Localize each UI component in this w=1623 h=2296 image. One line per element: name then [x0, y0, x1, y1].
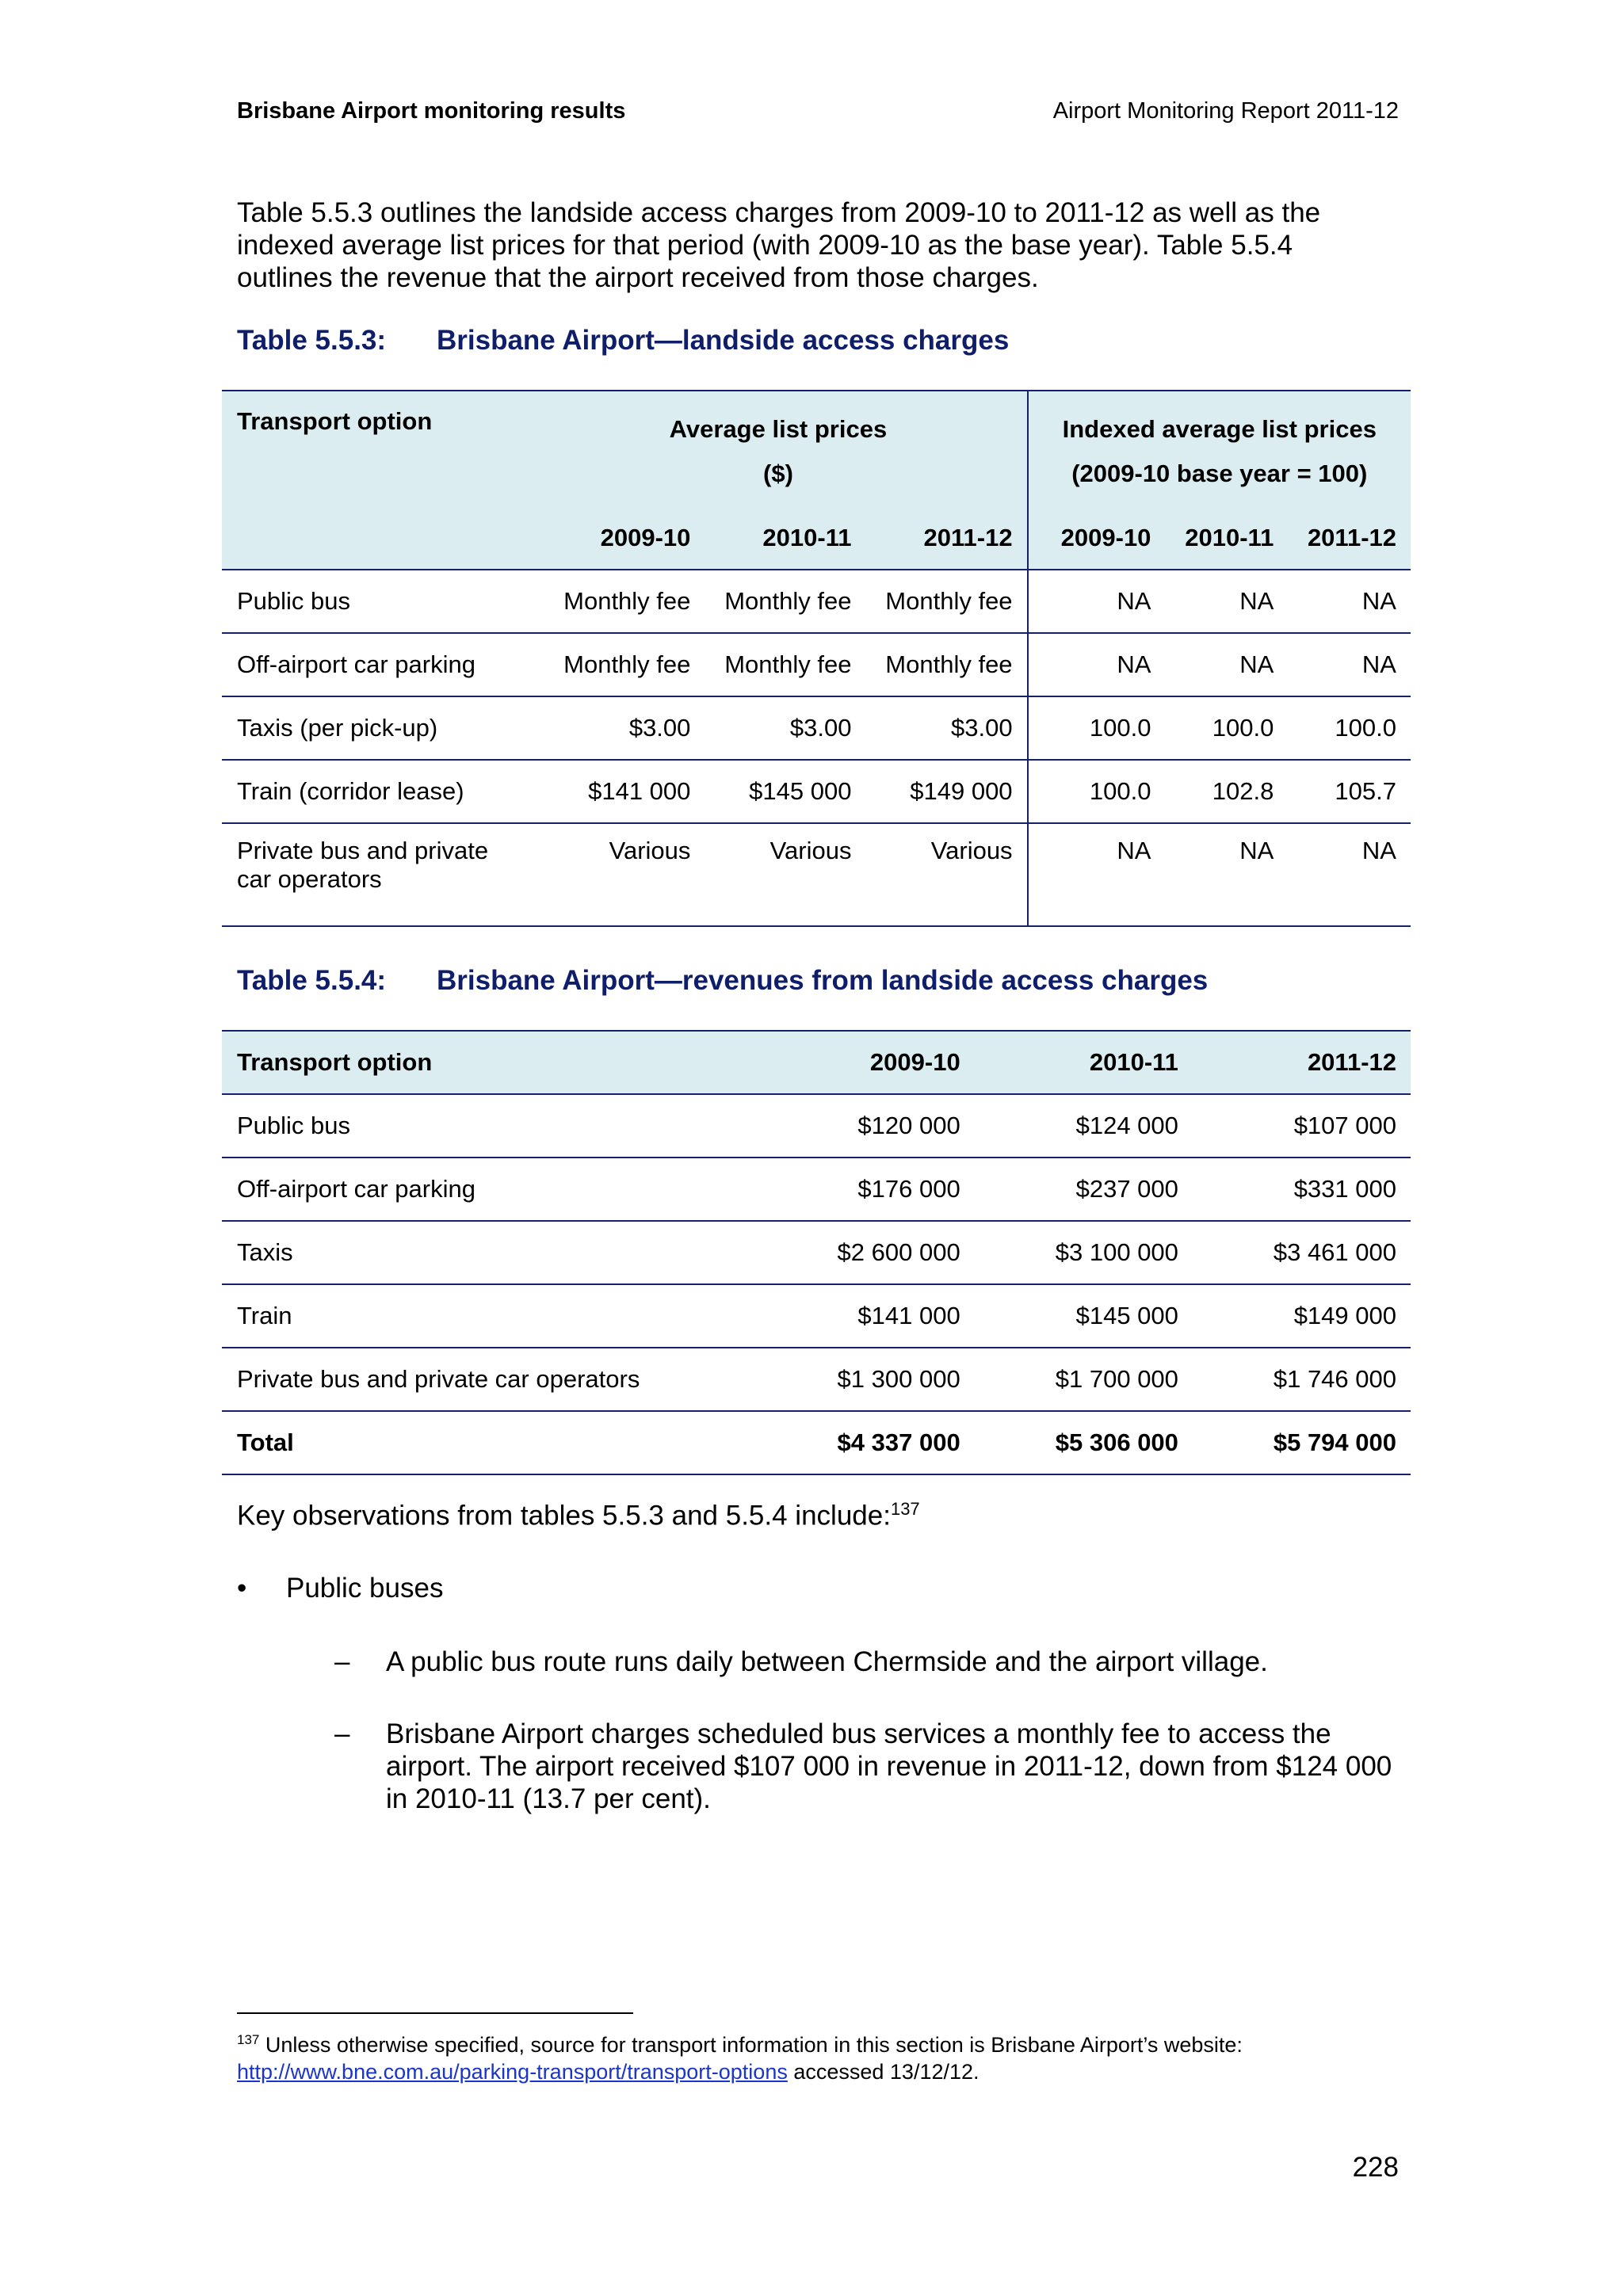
table-row [222, 1094, 1411, 1158]
table-row [222, 1348, 1411, 1411]
table-cell: Off-airport car parking [222, 1158, 742, 1221]
table-cell: Taxis [222, 1221, 742, 1284]
footnote-accessed: accessed 13/12/12. [787, 2060, 980, 2084]
table-cell: Train [222, 1284, 742, 1348]
footnote-link[interactable]: http://www.bne.com.au/parking-transport/transport-options [237, 2060, 788, 2084]
key-observations-text: Key observations from tables 5.5.3 and 5.5.4 include: [237, 1500, 891, 1531]
footnote-text: Unless otherwise specified, source for transport information in this section is Brisbane Airport’s website: [259, 2033, 1243, 2057]
table-cell: NA [1028, 570, 1151, 633]
table-cell: NA [1274, 570, 1411, 633]
dash-text: A public bus route runs daily between Chermside and the airport village. [386, 1646, 1268, 1677]
table-cell: $124 000 [960, 1094, 1178, 1158]
key-observations-intro [237, 1499, 920, 1532]
table-553-title: Brisbane Airport—landside access charges [437, 325, 1010, 356]
table-cell: NA [1151, 823, 1274, 926]
year-header: 2009-10 [1028, 507, 1151, 570]
table-cell: Private bus and private car operators [222, 823, 529, 926]
table-554-header-row [222, 1031, 1411, 1094]
table-row [222, 1158, 1411, 1221]
table-cell: $5 794 000 [1178, 1411, 1411, 1474]
table-cell: $149 000 [851, 760, 1027, 823]
table-cell: $4 337 000 [742, 1411, 960, 1474]
table-cell: $331 000 [1178, 1158, 1411, 1221]
page-number: 228 [1352, 2152, 1399, 2183]
table-row [222, 1221, 1411, 1284]
table-cell: Various [690, 823, 851, 926]
intro-paragraph: Table 5.5.3 outlines the landside access charges from 2009-10 to 2011-12 as well as the indexed average list prices for that period (with 2009-10 as the base year). Table 5.5.4 outlines the revenue that the airport received from those charges. [237, 197, 1321, 293]
bullet-item [237, 1573, 443, 1604]
year-header: 2010-11 [960, 1031, 1178, 1094]
dash-mark-icon: – [334, 1646, 350, 1677]
year-header: 2010-11 [1151, 507, 1274, 570]
table-cell: $3.00 [690, 696, 851, 760]
table-cell: Public bus [222, 570, 529, 633]
table-554-number: Table 5.5.4: [237, 965, 387, 996]
table-cell: $237 000 [960, 1158, 1178, 1221]
table-cell: 102.8 [1151, 760, 1274, 823]
table-cell: NA [1028, 823, 1151, 926]
year-header: 2011-12 [1178, 1031, 1411, 1094]
running-header-report: Airport Monitoring Report 2011-12 [1052, 98, 1399, 124]
table-cell: Taxis (per pick-up) [222, 696, 529, 760]
table-row [222, 633, 1411, 696]
footnote-separator [237, 2012, 633, 2014]
dash-mark-icon: – [334, 1718, 350, 1749]
table-cell: Off-airport car parking [222, 633, 529, 696]
table-cell: 100.0 [1028, 696, 1151, 760]
table-cell: $145 000 [960, 1284, 1178, 1348]
table-cell: $120 000 [742, 1094, 960, 1158]
year-header: 2010-11 [690, 507, 851, 570]
landside-charges-table [222, 390, 1411, 927]
table-cell: $145 000 [690, 760, 851, 823]
table-553-caption [237, 325, 1009, 357]
table-row [222, 696, 1411, 760]
year-header: 2009-10 [529, 507, 690, 570]
running-header-section: Brisbane Airport monitoring results [237, 98, 626, 124]
table-cell: NA [1151, 570, 1274, 633]
table-cell: NA [1274, 633, 1411, 696]
table-554-title: Brisbane Airport—revenues from landside access charges [437, 965, 1209, 996]
table-553-header-row [222, 391, 1411, 507]
table-cell: 100.0 [1028, 760, 1151, 823]
table-cell: $3 100 000 [960, 1221, 1178, 1284]
year-header: 2011-12 [1274, 507, 1411, 570]
table-554-caption [237, 965, 1208, 997]
table-cell: 100.0 [1274, 696, 1411, 760]
bullet-text: Public buses [286, 1573, 444, 1604]
table-cell: $1 746 000 [1178, 1348, 1411, 1411]
table-cell: NA [1028, 633, 1151, 696]
footnote [237, 2027, 1394, 2085]
table-cell: Monthly fee [529, 633, 690, 696]
header-average-list-prices [529, 391, 1027, 507]
group1-line1: Average list prices [669, 415, 888, 443]
table-cell: Monthly fee [529, 570, 690, 633]
table-cell: $1 700 000 [960, 1348, 1178, 1411]
year-header-blank [222, 507, 529, 570]
table-cell: $149 000 [1178, 1284, 1411, 1348]
table-cell: NA [1274, 823, 1411, 926]
table-cell: Monthly fee [851, 633, 1027, 696]
bullet-dot-icon: • [237, 1573, 247, 1604]
year-header: 2009-10 [742, 1031, 960, 1094]
dash-item [334, 1718, 1396, 1815]
table-cell: $3 461 000 [1178, 1221, 1411, 1284]
table-total-row [222, 1411, 1411, 1474]
dash-text: Brisbane Airport charges scheduled bus services a monthly fee to access the airport. The airport received $107 000 in revenue in 2011-12, down from $124 000 in 2010-11 (13.7 per cent). [386, 1718, 1392, 1814]
group2-line2: (2009-10 base year = 100) [1071, 460, 1368, 487]
landside-revenues-table [222, 1030, 1411, 1475]
table-cell: Total [222, 1411, 742, 1474]
table-cell: $3.00 [851, 696, 1027, 760]
table-row [222, 823, 1411, 926]
table-row [222, 570, 1411, 633]
table-cell: $141 000 [529, 760, 690, 823]
dash-item [334, 1646, 1396, 1678]
table-553-number: Table 5.5.3: [237, 325, 387, 356]
table-cell: $3.00 [529, 696, 690, 760]
table-553-year-row [222, 507, 1411, 570]
footnote-number: 137 [237, 2032, 260, 2047]
table-cell: Train (corridor lease) [222, 760, 529, 823]
header-transport-option: Transport option [222, 391, 529, 507]
table-cell: Various [529, 823, 690, 926]
table-cell: $176 000 [742, 1158, 960, 1221]
header-transport-option: Transport option [222, 1031, 742, 1094]
table-cell: 105.7 [1274, 760, 1411, 823]
table-cell: 100.0 [1151, 696, 1274, 760]
table-cell: Monthly fee [690, 570, 851, 633]
table-cell: $5 306 000 [960, 1411, 1178, 1474]
table-cell: Various [851, 823, 1027, 926]
group1-line2: ($) [763, 460, 793, 487]
table-cell: NA [1151, 633, 1274, 696]
header-indexed-list-prices [1028, 391, 1411, 507]
table-row [222, 1284, 1411, 1348]
table-cell: Monthly fee [690, 633, 851, 696]
table-cell: Monthly fee [851, 570, 1027, 633]
footnote-reference: 137 [890, 1499, 920, 1519]
table-cell: $2 600 000 [742, 1221, 960, 1284]
table-cell: Private bus and private car operators [222, 1348, 742, 1411]
table-cell: $1 300 000 [742, 1348, 960, 1411]
year-header: 2011-12 [851, 507, 1027, 570]
group2-line1: Indexed average list prices [1062, 415, 1377, 443]
table-cell: $107 000 [1178, 1094, 1411, 1158]
table-cell: $141 000 [742, 1284, 960, 1348]
table-cell: Public bus [222, 1094, 742, 1158]
table-row [222, 760, 1411, 823]
